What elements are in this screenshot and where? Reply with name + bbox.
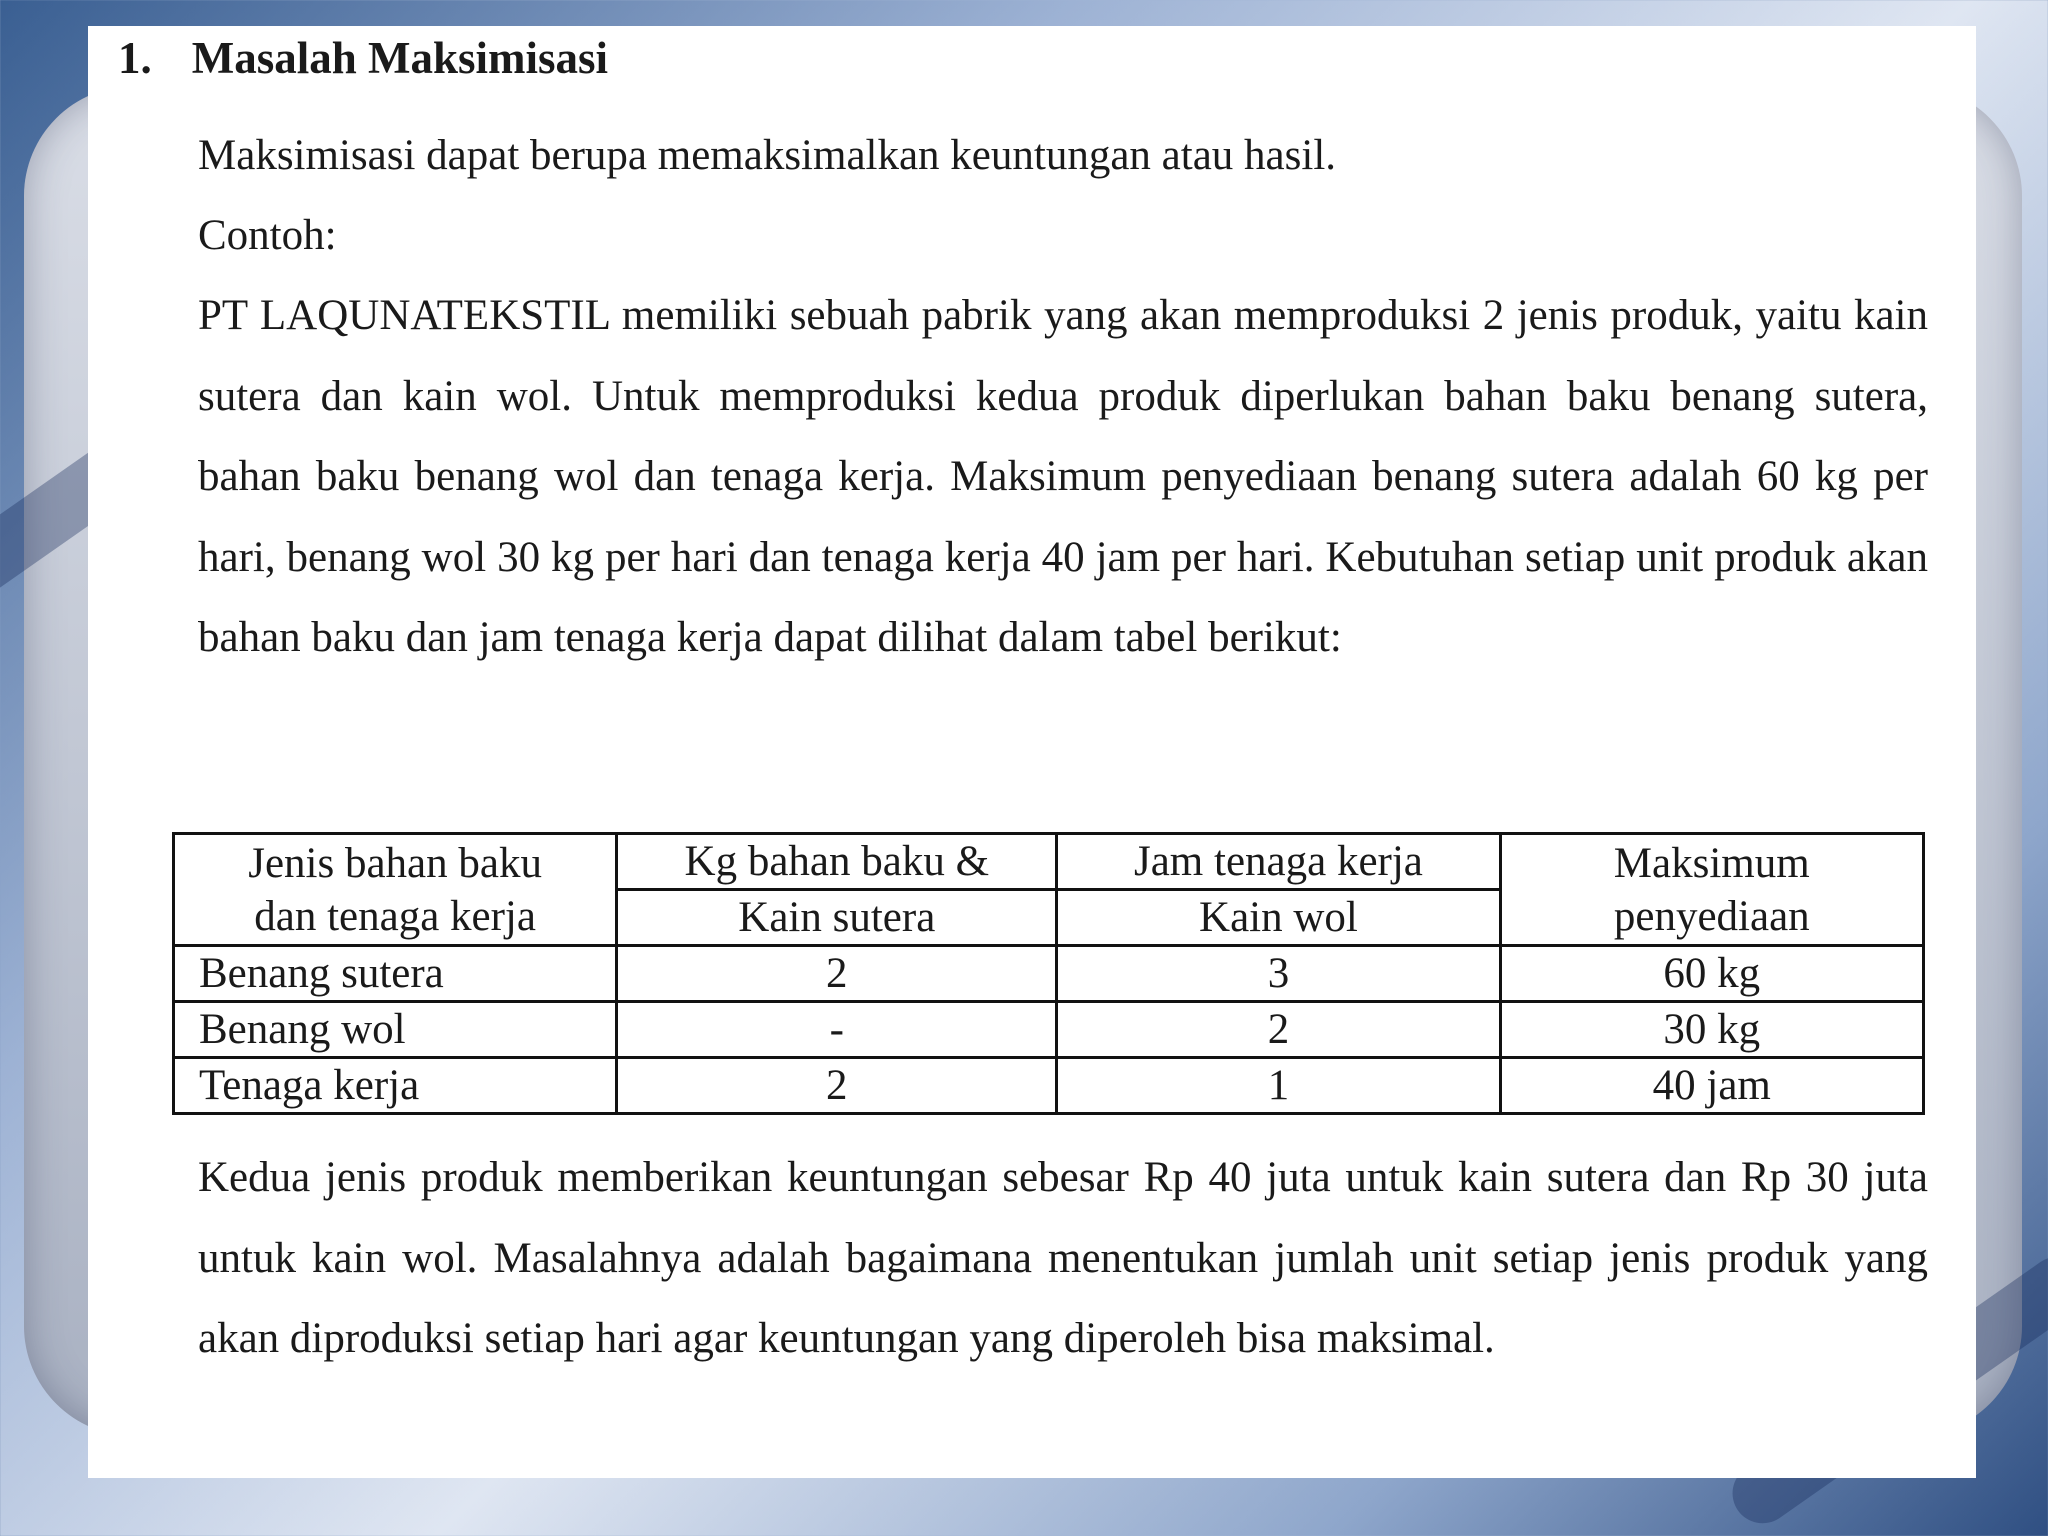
problem-paragraph: PT LAQUNATEKSTIL memiliki sebuah pabrik yang akan memproduksi 2 jenis produk, yaitu kain sutera dan kain wol. Untuk memproduksi kedua produk diperlukan bahan baku benang sutera, bahan baku benang wol dan tenaga kerja. Maksimum penyediaan benang sutera adalah 60 kg per hari, benang wol 30 kg per hari dan tenaga kerja 40 jam per hari. Kebutuhan setiap unit produk akan bahan baku dan jam tenaga kerja dapat dilihat dalam tabel berikut: (198, 292, 1928, 661)
table-row (174, 1058, 1924, 1114)
header-material-line1: Jenis bahan baku (248, 839, 542, 887)
header-maximum-line1: Maksimum (1613, 839, 1810, 887)
table-row (174, 946, 1924, 1002)
example-label: Contoh: (198, 212, 337, 259)
row-name: Tenaga kerja (174, 1058, 617, 1114)
row-wol: 2 (1057, 1002, 1500, 1058)
conclusion-paragraph: Kedua jenis produk memberikan keuntungan sebesar Rp 40 juta untuk kain sutera dan Rp 30 juta untuk kain wol. Masalahnya adalah bagaimana menentukan jumlah unit setiap jenis produk yang akan diproduksi setiap hari agar keuntungan yang diperoleh bisa maksimal. (198, 1154, 1928, 1362)
row-max: 40 jam (1500, 1058, 1923, 1114)
section-heading (118, 32, 608, 84)
document-page (88, 26, 1976, 1478)
row-max: 60 kg (1500, 946, 1923, 1002)
row-sutera: 2 (617, 1058, 1057, 1114)
section-title: Masalah Maksimisasi (191, 33, 609, 83)
row-sutera: - (617, 1002, 1057, 1058)
table-header-row (174, 834, 1924, 890)
row-name: Benang sutera (174, 946, 617, 1002)
header-kg-bahan: Kg bahan baku & (617, 834, 1057, 890)
header-kain-wol: Kain wol (1057, 890, 1500, 946)
header-kain-sutera: Kain sutera (617, 890, 1057, 946)
row-sutera: 2 (617, 946, 1057, 1002)
row-max: 30 kg (1500, 1002, 1923, 1058)
row-name: Benang wol (174, 1002, 617, 1058)
header-maximum (1500, 834, 1923, 946)
header-maximum-line2: penyediaan (1613, 892, 1810, 940)
requirements-table (172, 832, 1925, 1115)
row-wol: 3 (1057, 946, 1500, 1002)
header-material (174, 834, 617, 946)
header-jam-kerja: Jam tenaga kerja (1057, 834, 1500, 890)
section-number: 1. (118, 33, 152, 83)
row-wol: 1 (1057, 1058, 1500, 1114)
table-row (174, 1002, 1924, 1058)
header-material-line2: dan tenaga kerja (254, 892, 536, 940)
intro-paragraph: Maksimisasi dapat berupa memaksimalkan keuntungan atau hasil. (198, 132, 1337, 179)
